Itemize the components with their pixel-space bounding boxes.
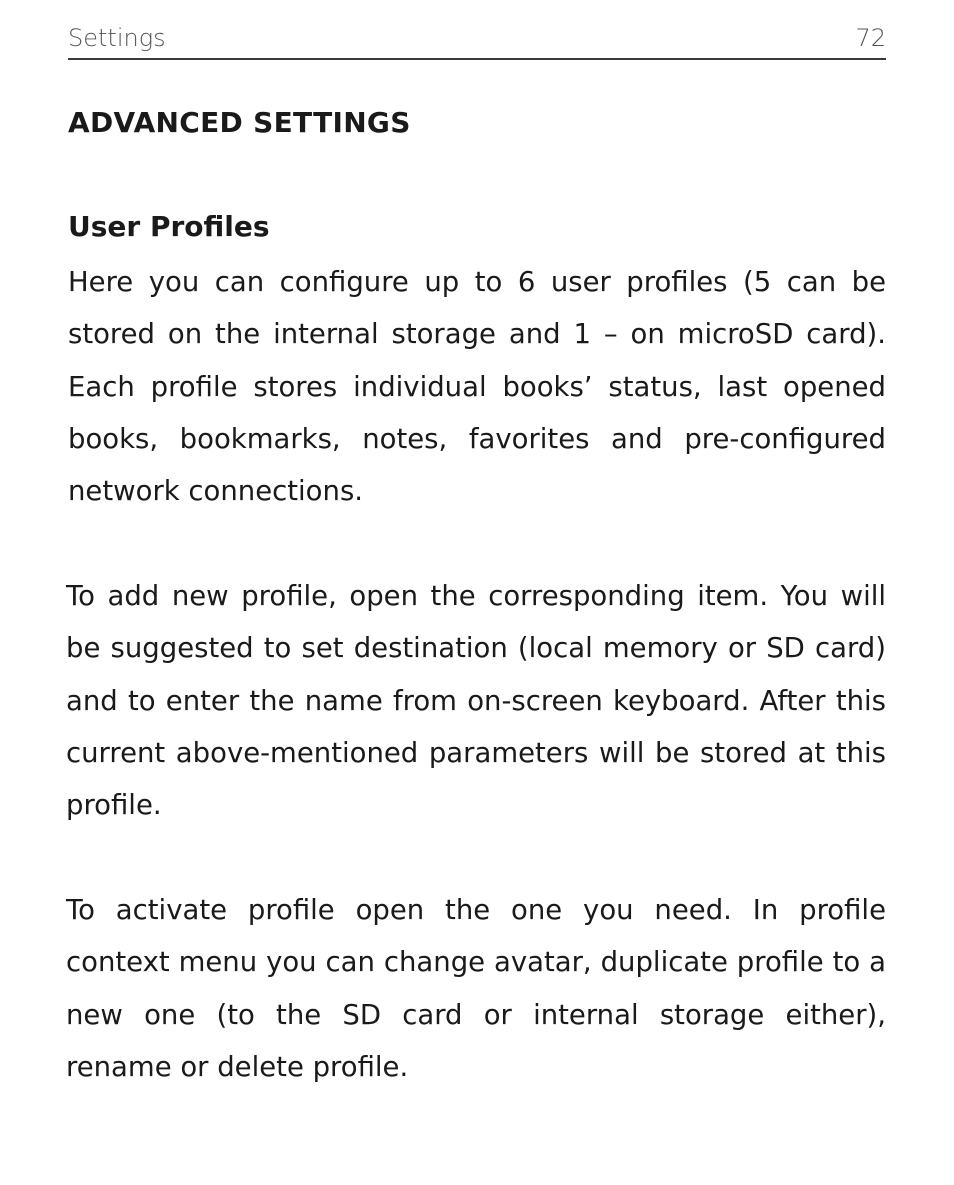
running-header (68, 22, 886, 60)
header-section-name: Settings (68, 24, 166, 52)
chapter-title: ADVANCED SETTINGS (68, 106, 411, 139)
page-number: 72 (855, 24, 886, 52)
paragraph-activate-profile: To activate profile open the one you need. In profile context menu you can change avatar, duplicate profile to a new one (to the SD card or internal storage either), rename or delete profile. (66, 894, 886, 1083)
paragraph-user-profiles-intro: Here you can configure up to 6 user profiles (5 can be stored on the internal storage and 1 – on microSD card). Each profile stores individual books’ status, last opened books, bookmarks, notes, favorites and pre-configured network connections. (68, 266, 886, 508)
document-page (68, 0, 886, 1185)
section-title: User Profiles (68, 210, 270, 243)
paragraph-add-profile: To add new profile, open the corresponding item. You will be suggested to set destination (local memory or SD card) and to enter the name from on-screen keyboard. After this current above-mentioned parameters will be stored at this profile. (66, 580, 886, 822)
